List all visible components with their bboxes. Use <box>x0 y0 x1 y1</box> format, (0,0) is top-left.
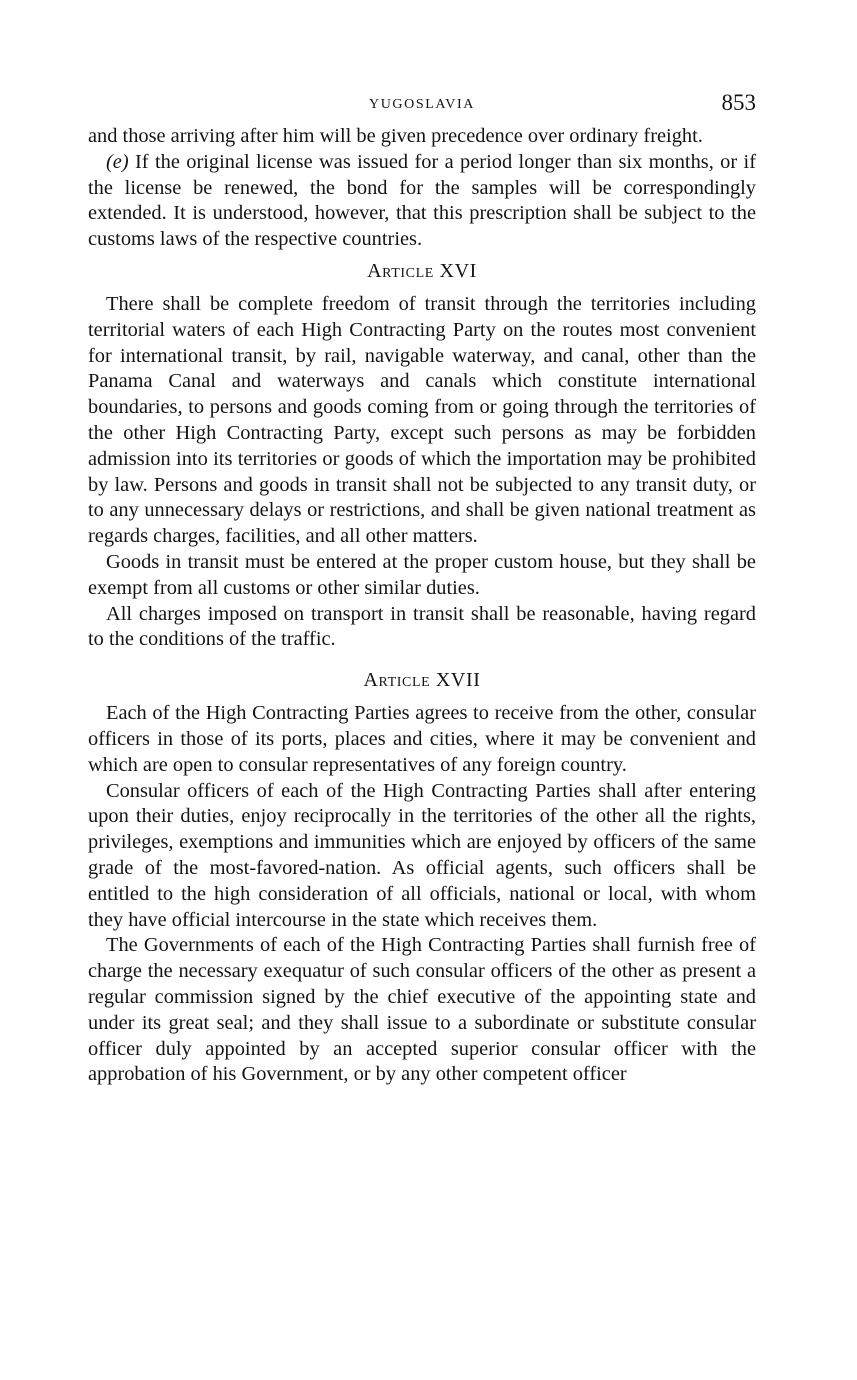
article-xvii-paragraph-1: Each of the High Contracting Parties agrees to receive from the other, consular officers in those of its ports, places and cities, where it may be convenient and which are open to consular representatives of any foreign country. <box>88 702 756 776</box>
article-xvi-paragraph-2: Goods in transit must be entered at the proper custom house, but they shall be exempt from all customs or other similar duties. <box>88 550 756 599</box>
article-xvii-heading: Article XVII <box>363 669 481 692</box>
carryover-paragraph: and those arriving after him will be given precedence over ordinary freight. <box>88 125 703 147</box>
article-xvi-paragraph-3: All charges imposed on transport in transit shall be reasonable, having regard to the conditions of the traffic. <box>88 602 756 651</box>
paragraph-e <box>88 150 756 253</box>
running-title: YUGOSLAVIA <box>369 97 475 112</box>
article-xvi-paragraph-1: There shall be complete freedom of transit through the territories including territorial waters of each High Contracting Party on the routes most convenient for international transit, by rail, navigable waterway, and canal, other than the Panama Canal and waterways and canals which constitute international boundaries, to persons and goods coming from or going through the territories of the other High Contracting Party, except such persons as may be forbidden admission into its territories or goods of which the importation may be prohibited by law. Persons and goods in transit shall not be subjected to any transit duty, or to any unnecessary delays or restrictions, and shall be given national treatment as regards charges, facilities, and all other matters. <box>88 292 756 548</box>
document-page <box>88 88 756 1088</box>
running-header <box>88 88 756 124</box>
paragraph-e-label: (e) <box>106 150 129 173</box>
paragraph-e-text: If the original license was issued for a period longer than six months, or if the license be renewed, the bond for the samples will be correspondingly extended. It is understood, however, that this prescription shall be subject to the customs laws of the respective countries. <box>88 150 756 251</box>
article-xvi-heading: Article XVI <box>367 259 477 282</box>
article-xvii-paragraph-2: Consular officers of each of the High Contracting Parties shall after entering upon their duties, enjoy reciprocally in the territories of the other all the rights, privileges, exemptions and immunities which are enjoyed by officers of the same grade of the most-favored-nation. As official agents, such officers shall be entitled to the high consideration of all officials, national or local, with whom they have official intercourse in the state which receives them. <box>88 779 756 931</box>
article-xvii-paragraph-3: The Governments of each of the High Contracting Parties shall furnish free of charge the necessary exequatur of such consular officers of the other as present a regular commission signed by the chief executive of the appointing state and under its great seal; and they shall issue to a subordinate or substitute consular officer duly appointed by an accepted superior consular officer with the approbation of his Government, or by any other competent officer <box>88 934 756 1086</box>
page-number: 853 <box>721 90 756 115</box>
